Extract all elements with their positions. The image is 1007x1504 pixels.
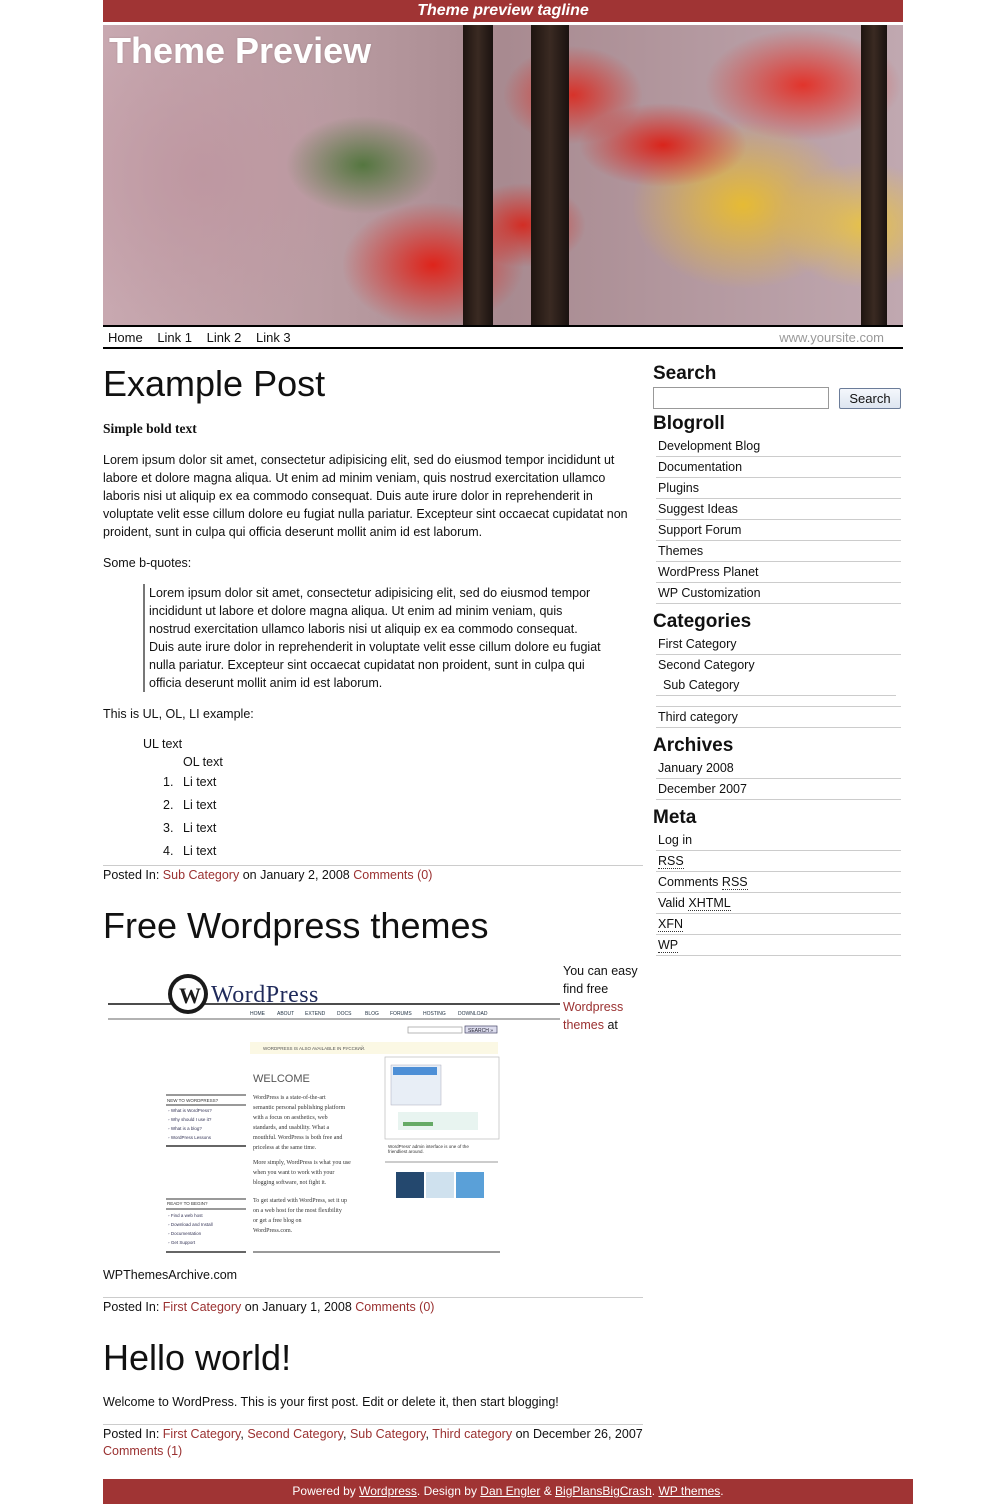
widget-title-categories: Categories [653, 611, 752, 632]
comments-link[interactable]: Comments (1) [103, 1444, 183, 1458]
post-meta: Posted In: Sub Category on January 2, 2008 Comments (0) [103, 865, 643, 884]
post-title[interactable]: Hello world! [103, 1337, 292, 1378]
post-free-themes [103, 904, 643, 1316]
meta-item-login[interactable]: Log in [656, 830, 901, 851]
post-hello-world [103, 1336, 643, 1460]
category-item[interactable]: First Category [656, 634, 901, 655]
blogroll-item[interactable]: Documentation [656, 457, 901, 478]
nav-link-2[interactable]: Link 2 [206, 330, 242, 345]
blogroll-item[interactable]: Suggest Ideas [656, 499, 901, 520]
blogroll-item[interactable]: Development Blog [656, 436, 901, 457]
category-link[interactable]: Third category [432, 1427, 513, 1441]
ordered-list [163, 771, 643, 863]
post-paragraph: Welcome to WordPress. This is your first post. Edit or delete it, then start blogging! [103, 1395, 559, 1409]
ol-text: OL text [183, 755, 223, 769]
top-navigation [103, 325, 903, 349]
blogroll-item[interactable]: WP Customization [656, 583, 901, 604]
image-caption: WPThemesArchive.com [103, 1268, 238, 1282]
main-content [103, 362, 643, 1460]
svg-text:ABOUT: ABOUT [277, 1011, 295, 1017]
meta-item-comments-rss[interactable]: Comments RSS [656, 872, 901, 893]
blogroll-item[interactable]: Support Forum [656, 520, 901, 541]
svg-text:FORUMS: FORUMS [390, 1011, 412, 1017]
svg-text:mouthful. WordPress is both fr: mouthful. WordPress is both free and [253, 1135, 343, 1141]
svg-text:NEW TO WORDPRESS?: NEW TO WORDPRESS? [167, 1098, 219, 1103]
blogroll-item[interactable]: WordPress Planet [656, 562, 901, 583]
svg-text:◦ Documentation: ◦ Documentation [168, 1231, 202, 1236]
archive-item[interactable]: December 2007 [656, 779, 901, 800]
ul-text: UL text [143, 737, 183, 751]
svg-text:standards, and usability. What: standards, and usability. What a [253, 1125, 330, 1131]
svg-text:BLOG: BLOG [365, 1011, 379, 1017]
svg-text:READY TO BEGIN?: READY TO BEGIN? [167, 1201, 208, 1206]
subcategory-item[interactable]: Sub Category [656, 675, 896, 696]
meta-item-rss[interactable]: RSS [656, 851, 901, 872]
wordpress-themes-link[interactable]: Wordpress themes [563, 1000, 624, 1032]
category-link[interactable]: Sub Category [162, 868, 240, 882]
svg-text:◦ Why should I use it?: ◦ Why should I use it? [168, 1117, 212, 1122]
blogroll-item[interactable]: Themes [656, 541, 901, 562]
footer-bigplans-link[interactable]: BigPlansBigCrash [555, 1484, 652, 1498]
svg-text:◦ Find a web host: ◦ Find a web host [168, 1213, 203, 1218]
svg-text:blogging software, not fight i: blogging software, not fight it. [253, 1180, 327, 1186]
svg-text:EXTEND: EXTEND [305, 1011, 326, 1017]
widget-title-meta: Meta [653, 807, 697, 828]
wordpress-screenshot-image [108, 962, 560, 1262]
svg-text:More simply, WordPress is what: More simply, WordPress is what you use [253, 1160, 351, 1166]
nav-link-1[interactable]: Link 1 [157, 330, 193, 345]
svg-text:◦ Download and Install: ◦ Download and Install [168, 1222, 213, 1227]
archives-widget [653, 734, 901, 800]
post-meta: Posted In: First Category, Second Category, Sub Category, Third category on December 26, 2007 Comments (1) [103, 1424, 643, 1460]
sidebar [653, 360, 901, 956]
svg-text:priceless at the same time.: priceless at the same time. [253, 1145, 317, 1151]
svg-text:on a web host for the most fle: on a web host for the most flexibility [253, 1208, 342, 1214]
svg-text:DOCS: DOCS [337, 1011, 352, 1017]
category-link[interactable]: Second Category [247, 1427, 343, 1441]
archive-item[interactable]: January 2008 [656, 758, 901, 779]
comments-link[interactable]: Comments (0) [353, 868, 433, 882]
svg-text:◦ What is WordPress?: ◦ What is WordPress? [168, 1108, 212, 1113]
comments-link[interactable]: Comments (0) [355, 1300, 435, 1314]
footer-wordpress-link[interactable]: Wordpress [359, 1484, 417, 1498]
tagline-bar [103, 0, 903, 22]
post-meta: Posted In: First Category on January 1, 2008 Comments (0) [103, 1297, 643, 1316]
category-item[interactable]: Second Category [658, 658, 755, 672]
meta-item-valid-xhtml[interactable]: Valid XHTML [656, 893, 901, 914]
blogroll-widget [653, 412, 901, 604]
divider [656, 696, 901, 707]
svg-text:WORDPRESS IS ALSO AVAILABLE IN: WORDPRESS IS ALSO AVAILABLE IN РУССКИЙ. [263, 1046, 366, 1051]
svg-text:WordPress' admin interface is: WordPress' admin interface is one of the [388, 1144, 469, 1149]
tree-trunk [861, 25, 887, 325]
svg-text:DOWNLOAD: DOWNLOAD [458, 1011, 488, 1017]
nav-link-3[interactable]: Link 3 [255, 330, 291, 345]
search-widget [653, 362, 901, 409]
svg-text:WordPress: WordPress [211, 982, 319, 1008]
svg-text:WordPress is a state-of-the-ar: WordPress is a state-of-the-art [253, 1095, 326, 1101]
svg-text:WELCOME: WELCOME [253, 1073, 310, 1085]
post-title[interactable]: Free Wordpress themes [103, 905, 489, 946]
footer-wp-themes-link[interactable]: WP themes [658, 1484, 721, 1498]
category-link[interactable]: First Category [162, 1427, 241, 1441]
blockquote: Lorem ipsum dolor sit amet, consectetur adipisicing elit, sed do eiusmod tempor incididunt ut labore et dolore magna aliqua. Ut enim ad minim veniam, quis nostrud exercitation ullamco laboris nisi ut aliquip ex ea commodo consequat. Duis aute irure dolor in reprehenderit in voluptate velit esse cillum dolore eu fugiat nulla pariatur. Excepteur sint occaecat cupidatat non proident, sunt in culpa qui officia deserunt mollit anim id est laborum. [143, 584, 603, 692]
site-url: www.yoursite.com [779, 330, 884, 345]
svg-text:or get a free blog on: or get a free blog on [253, 1218, 302, 1224]
widget-title-blogroll: Blogroll [653, 413, 725, 434]
svg-text:when you want to work with you: when you want to work with your [253, 1170, 335, 1176]
svg-text:HOSTING: HOSTING [423, 1011, 446, 1017]
meta-widget [653, 806, 901, 956]
list-intro: This is UL, OL, LI example: [103, 707, 254, 721]
search-button[interactable]: Search [839, 388, 901, 409]
list-item: 3. Li text [163, 821, 217, 835]
tree-trunk [531, 25, 569, 325]
svg-text:HOME: HOME [250, 1011, 265, 1017]
svg-text:W: W [179, 983, 201, 1008]
svg-text:To get started with WordPress,: To get started with WordPress, set it up [253, 1198, 347, 1204]
tree-trunk [463, 25, 493, 325]
widget-title-archives: Archives [653, 735, 734, 756]
svg-text:with a focus on aesthetics, we: with a focus on aesthetics, web [253, 1115, 328, 1121]
meta-item-wp[interactable]: WP [656, 935, 901, 956]
category-link[interactable]: First Category [162, 1300, 242, 1314]
svg-text:semantic personal publishing p: semantic personal publishing platform [253, 1105, 346, 1111]
side-text: You can easy find free Wordpress themes at [563, 964, 638, 1032]
list-item: 2. Li text [163, 798, 217, 812]
search-input[interactable] [653, 387, 829, 409]
footer-designer-link[interactable]: Dan Engler [480, 1484, 541, 1498]
post-paragraph: Lorem ipsum dolor sit amet, consectetur adipisicing elit, sed do eiusmod tempor incididunt ut labore et dolore magna aliqua. Ut enim ad minim veniam, quis nostrud exercitation ullamco laboris nisi ut aliquip ex ea commodo consequat. Duis aute irure dolor in reprehenderit in voluptate velit esse cillum dolore eu fugiat nulla pariatur. Excepteur sint occaecat cupidatat non proident, sunt in culpa qui officia deserunt mollit anim id est laborum. [103, 453, 628, 539]
svg-text:◦ Get Support: ◦ Get Support [168, 1240, 196, 1245]
svg-text:WordPress.com.: WordPress.com. [253, 1228, 293, 1234]
categories-widget [653, 610, 901, 728]
bquote-intro: Some b-quotes: [103, 556, 192, 570]
footer: Powered by Wordpress. Design by Dan Engler & BigPlansBigCrash. WP themes. [103, 1479, 913, 1504]
post-example [103, 362, 643, 884]
blogroll-item[interactable]: Plugins [656, 478, 901, 499]
category-link[interactable]: Sub Category [349, 1427, 426, 1441]
site-tagline: Theme preview tagline [417, 2, 589, 19]
svg-text:◦ What is a blog?: ◦ What is a blog? [168, 1126, 202, 1131]
list-item: 4. Li text [163, 844, 217, 858]
category-item[interactable]: Third category [656, 707, 901, 728]
meta-item-xfn[interactable]: XFN [656, 914, 901, 935]
bold-text: Simple bold text [103, 421, 197, 436]
post-title[interactable]: Example Post [103, 363, 326, 404]
site-title[interactable]: Theme Preview [109, 30, 372, 71]
svg-text:SEARCH »: SEARCH » [468, 1028, 494, 1034]
widget-title-search: Search [653, 363, 717, 384]
list-item: 1. Li text [163, 775, 217, 789]
nav-link-home[interactable]: Home [108, 330, 143, 345]
svg-text:friendliest around.: friendliest around. [388, 1149, 424, 1154]
svg-text:◦ WordPress Lessons: ◦ WordPress Lessons [168, 1135, 212, 1140]
header-banner-image [103, 25, 903, 325]
